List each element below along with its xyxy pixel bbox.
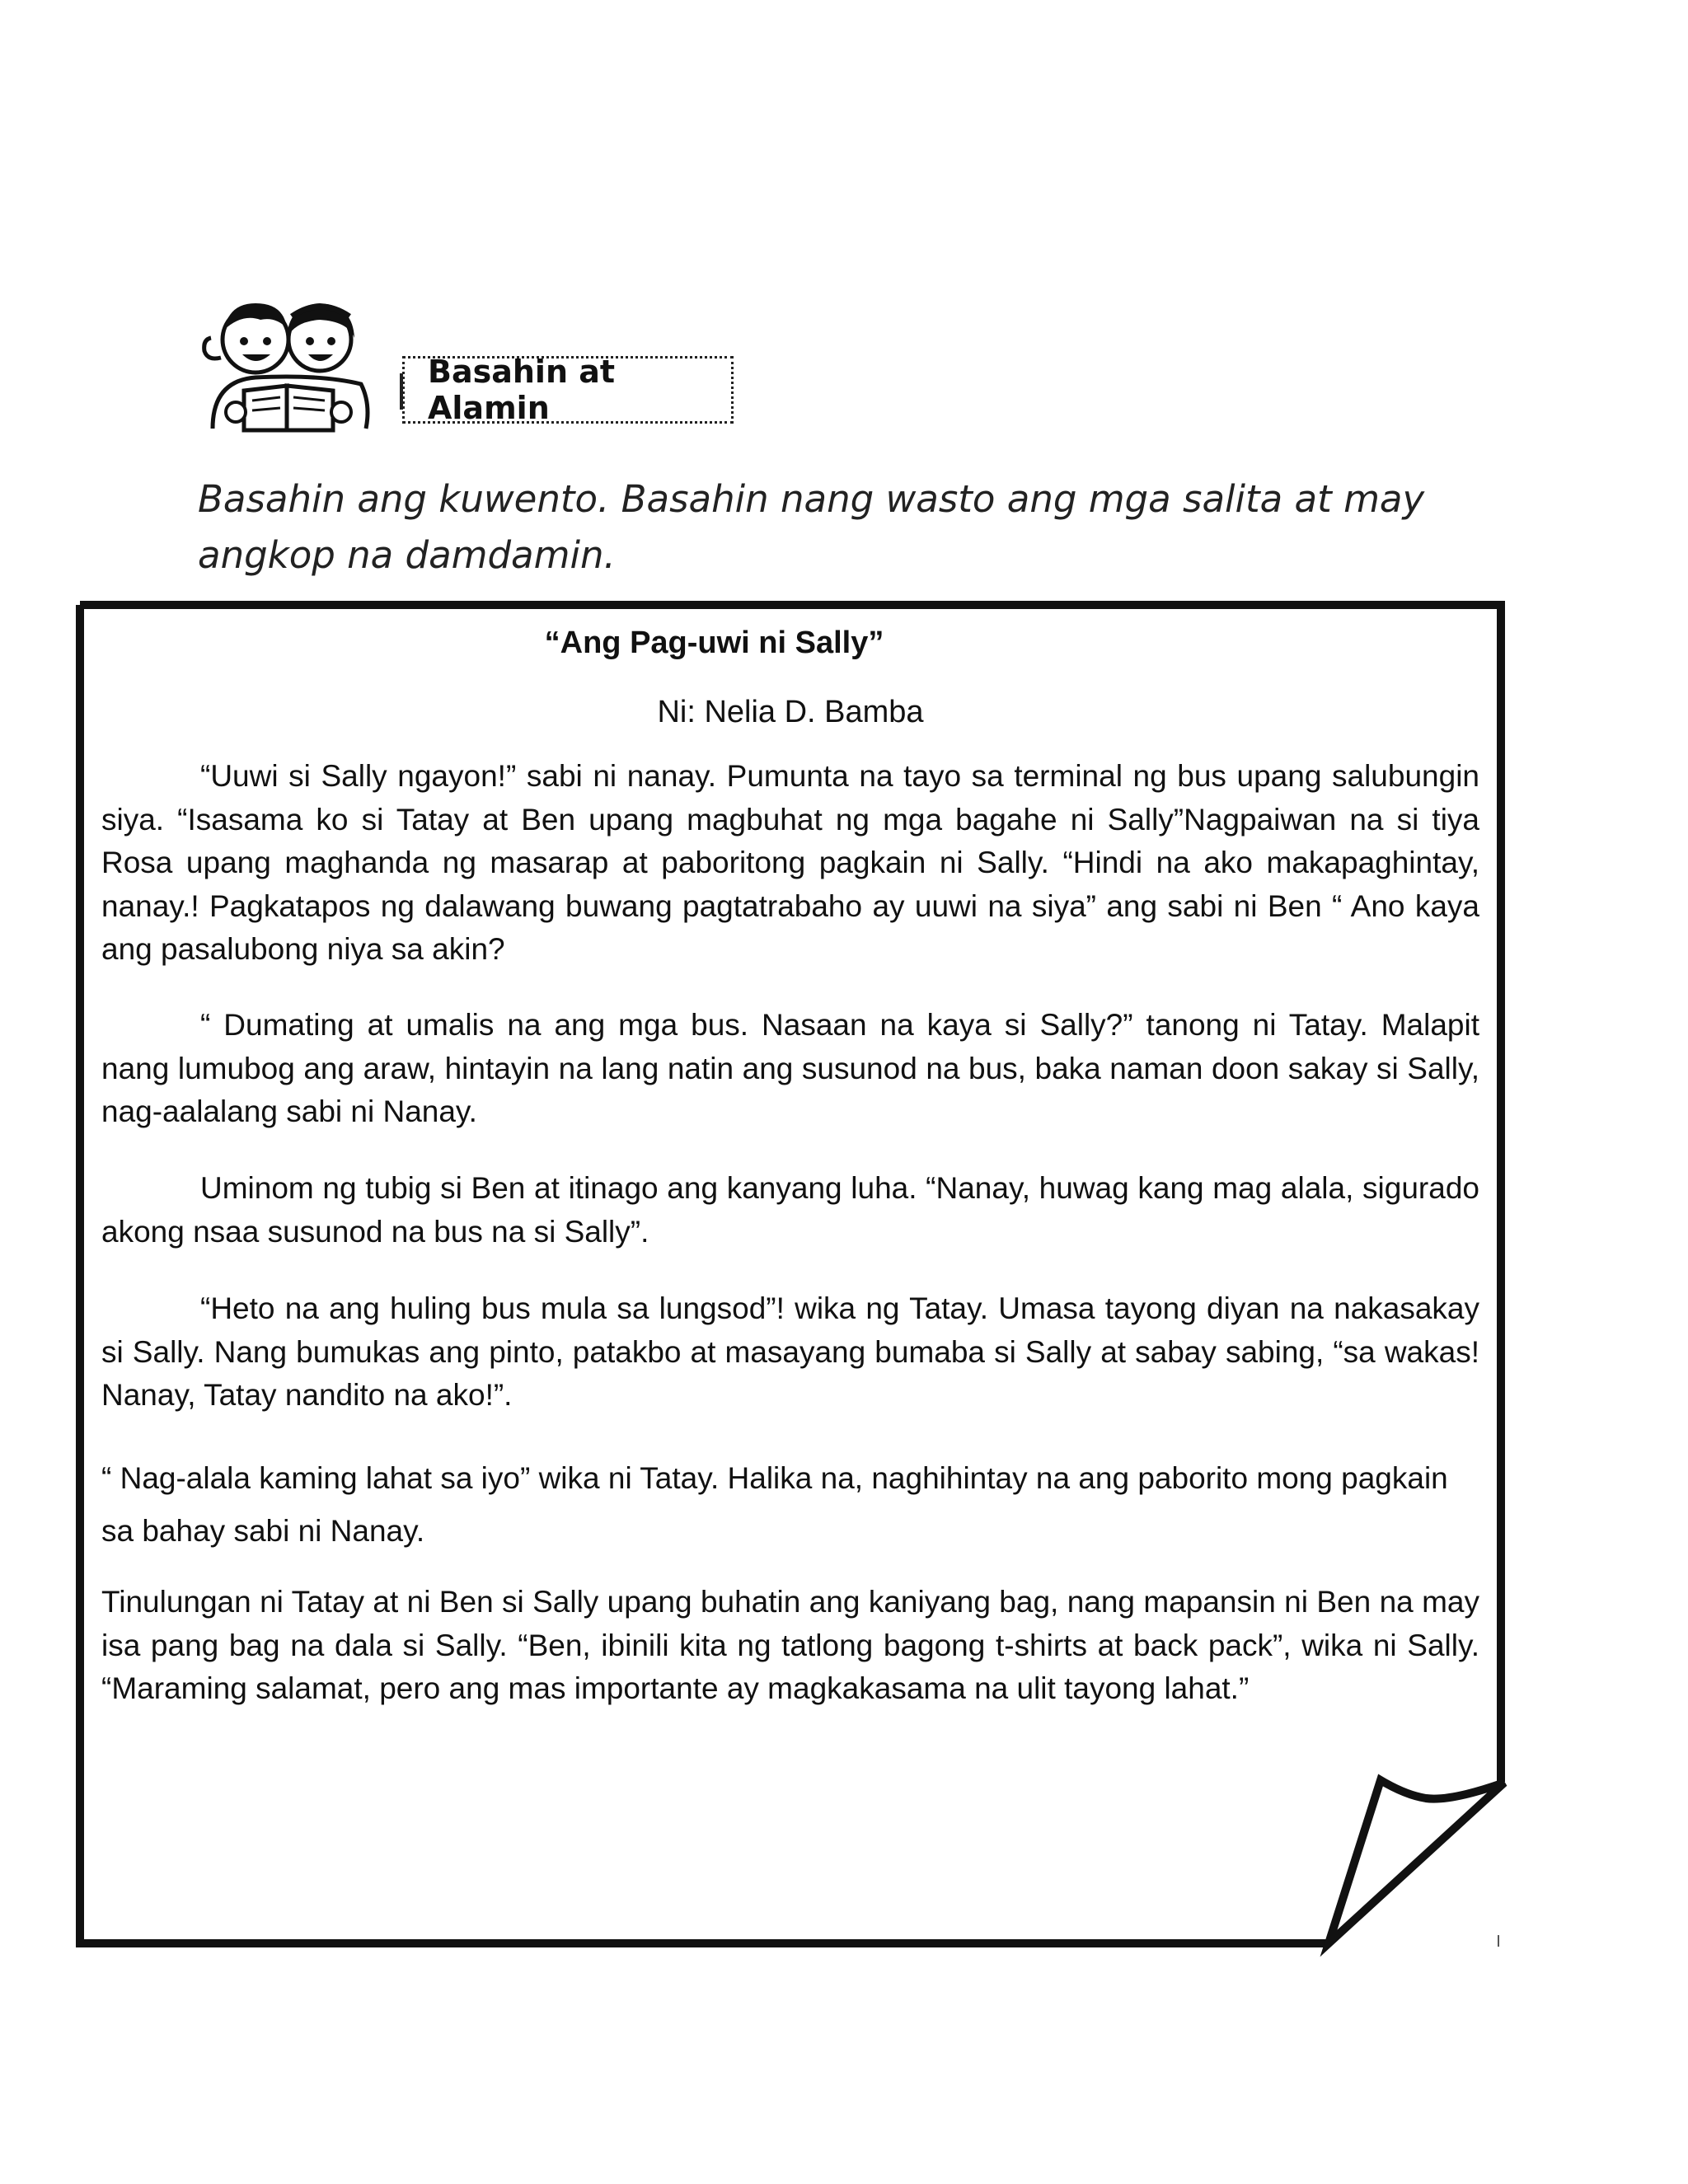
- story-paragraph: “Heto na ang huling bus mula sa lungsod”! wika ng Tatay. Umasa tayong diyan na nakasakay si Sally. Nang bumukas ang pinto, patakbo at masayang bumaba si Sally at sabay sabing, “sa wakas! Nanay, Tatay nandito na ako!”.: [101, 1291, 1479, 1412]
- section-label: [402, 356, 734, 424]
- section-label-text: Basahin at Alamin: [428, 354, 616, 426]
- story-paragraph: Tinulungan ni Tatay at ni Ben si Sally upang buhatin ang kaniyang bag, nang mapansin ni Ben na may isa pang bag na dala si Sally. “Ben, ibinili kita ng tatlong bagong t-shirts at back pack”, wika ni Sally. “Maraming salamat, pero ang mas importante ay magkakasama na ulit tayong lahat.”: [101, 1585, 1479, 1705]
- story-paragraph: “ Dumating at umalis na ang mga bus. Nasaan na kaya si Sally?” tanong ni Tatay. Malapit nang lumubog ang araw, hintayin na lang natin ang susunod na bus, baka naman doon sakay si Sally, nag-aalalang sabi ni Nanay.: [101, 1008, 1479, 1128]
- page-mark: [1498, 1935, 1499, 1947]
- story-paragraph: “Uuwi si Sally ngayon!” sabi ni nanay. Pumunta na tayo sa terminal ng bus upang salubungin siya. “Isasama ko si Tatay at Ben upang magbuhat ng mga bagahe ni Sally”Nagpaiwan na si tiya Rosa upang maghanda ng masarap at paboritong pagkain ni Sally. “Hindi na ako makapaghintay, nanay.! Pagkatapos ng dalawang buwang pagtatrabaho ay uuwi na siya” ang sabi ni Ben “ Ano kaya ang pasalubong niya sa akin?: [101, 759, 1479, 966]
- instructions: Basahin ang kuwento. Basahin nang wasto ang mga salita at may angkop na damdamin.: [198, 477, 1425, 577]
- kids-reading-icon: [196, 288, 377, 437]
- story-author: Ni: Nelia D. Bamba: [657, 695, 924, 729]
- story-title: “Ang Pag-uwi ni Sally”: [544, 626, 884, 660]
- page-curl-icon: [1329, 1780, 1504, 1943]
- story-paragraph: Uminom ng tubig si Ben at itinago ang kanyang luha. “Nanay, huwag kang mag alala, sigurado akong nsaa susunod na bus na si Sally”.: [101, 1171, 1479, 1249]
- story-paragraph: “ Nag-alala kaming lahat sa iyo” wika ni Tatay. Halika na, naghihintay na ang paborito mong pagkain sa bahay sabi ni Nanay.: [101, 1461, 1448, 1548]
